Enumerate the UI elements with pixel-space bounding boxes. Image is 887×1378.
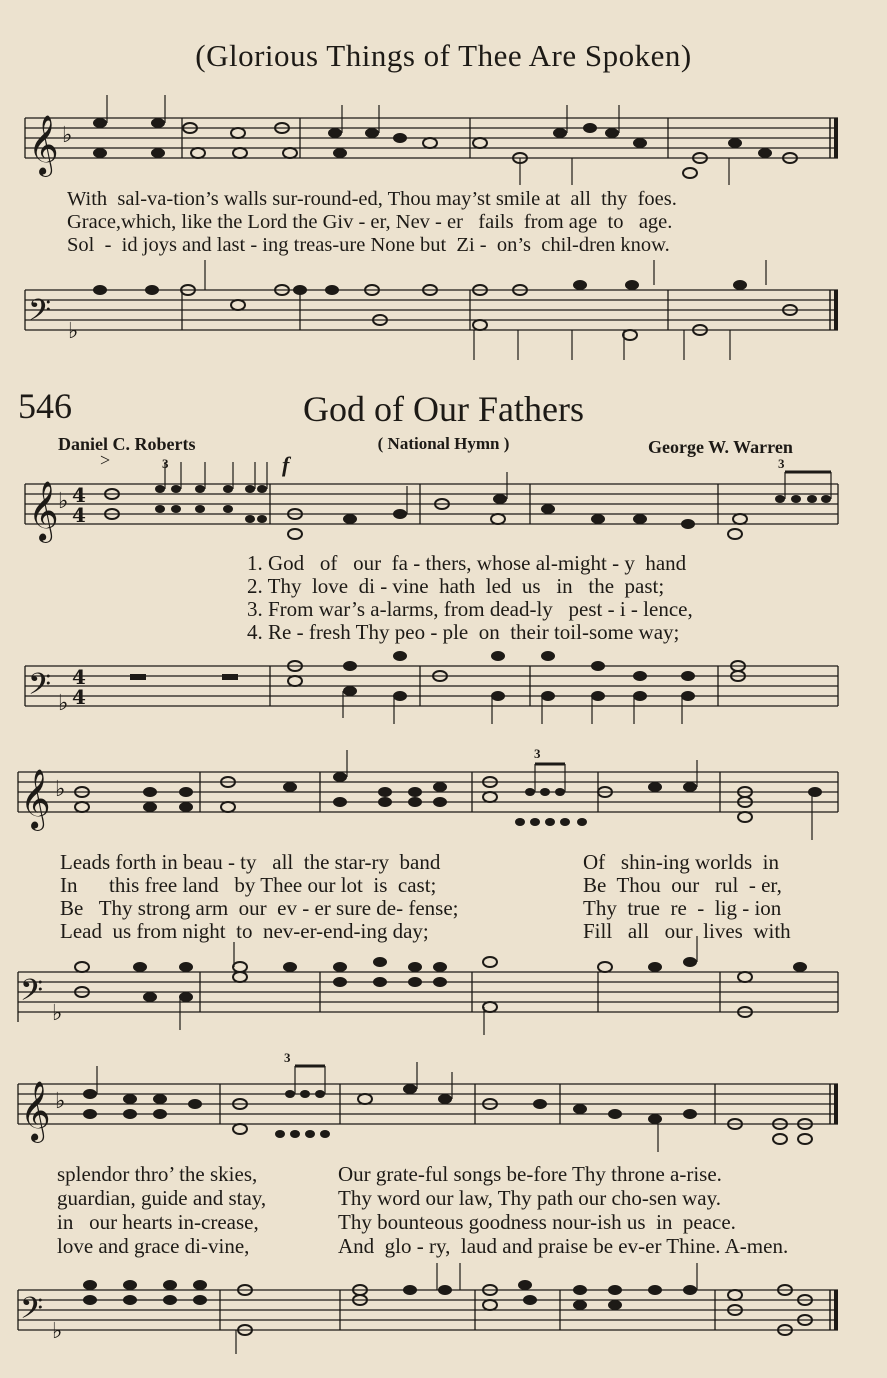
hymn-author: Daniel C. Roberts bbox=[58, 434, 196, 454]
flat-icon: ♭ bbox=[52, 1319, 63, 1344]
section1-verse-3: 3. From war’s a-larms, from dead-ly pest - i - lence, bbox=[247, 597, 693, 621]
section3-verse-2-right: Thy word our law, Thy path our cho-sen way. bbox=[338, 1186, 721, 1210]
svg-text:3: 3 bbox=[162, 456, 169, 471]
flat-icon: ♭ bbox=[68, 319, 79, 344]
section2-verse-4-left: Lead us from night to nev-er-end-ing day; bbox=[60, 919, 429, 943]
previous-verse-1: With sal-va-tion’s walls sur-round-ed, Thou may’st smile at all thy foes. bbox=[67, 188, 677, 210]
hymn-subtitle: ( National Hymn ) bbox=[377, 434, 510, 453]
previous-treble-staff bbox=[0, 100, 887, 190]
system-2-bass-staff bbox=[0, 950, 887, 1040]
section2-verse-3-left: Be Thy strong arm our ev - er sure de- fense; bbox=[60, 896, 459, 920]
flat-icon: ♭ bbox=[55, 777, 66, 802]
treble-clef-icon: 𝄞 bbox=[20, 769, 51, 829]
section2-verse-3-right: Thy true re - lig - ion bbox=[583, 896, 782, 920]
section3-verse-3-left: in our hearts in-crease, bbox=[57, 1210, 259, 1234]
section3-verse-1-right: Our grate-ful songs be-fore Thy throne a-rise. bbox=[338, 1162, 722, 1186]
treble-clef-icon: 𝄞 bbox=[28, 115, 59, 175]
section3-verse-2-left: guardian, guide and stay, bbox=[57, 1186, 267, 1210]
bass-clef-icon: 𝄢 bbox=[28, 668, 52, 709]
bass-clef-icon: 𝄢 bbox=[20, 1292, 44, 1333]
section3-verse-3-right: Thy bounteous goodness nour-ish us in peace. bbox=[338, 1210, 736, 1234]
treble-clef-icon: 𝄞 bbox=[28, 481, 59, 541]
svg-text:3: 3 bbox=[284, 1050, 291, 1065]
section1-verse-2: 2. Thy love di - vine hath led us in the past; bbox=[247, 574, 665, 598]
section2-verse-4-right: Fill all our lives with bbox=[583, 919, 791, 943]
bass-clef-icon: 𝄢 bbox=[20, 974, 44, 1015]
svg-text:4: 4 bbox=[72, 483, 86, 507]
svg-text:3: 3 bbox=[534, 746, 541, 761]
hymn-composer: George W. Warren bbox=[648, 437, 793, 457]
system-2-treble-staff bbox=[0, 746, 887, 840]
section2-verse-1-left: Leads forth in beau - ty all the star-ry band bbox=[60, 850, 441, 874]
previous-verse-3: Sol - id joys and last - ing treas-ure None but Zi - on’s chil-dren know. bbox=[67, 234, 670, 256]
previous-bass-staff bbox=[0, 268, 887, 368]
flat-icon: ♭ bbox=[52, 1001, 63, 1026]
flat-icon: ♭ bbox=[55, 1089, 66, 1114]
hymn-number: 546 bbox=[18, 386, 72, 426]
hymn-title: God of Our Fathers bbox=[303, 389, 584, 429]
svg-text:4: 4 bbox=[72, 685, 86, 709]
svg-text:>: > bbox=[100, 450, 111, 470]
bass-clef-icon: 𝄢 bbox=[28, 294, 52, 335]
flat-icon: ♭ bbox=[58, 489, 69, 514]
system-1-bass-staff bbox=[0, 650, 887, 740]
svg-text:4: 4 bbox=[72, 503, 86, 527]
previous-verse-2: Grace,which, like the Lord the Giv - er, Nev - er fails from age to age. bbox=[67, 211, 673, 233]
section2-verse-2-left: In this free land by Thee our lot is cast; bbox=[60, 873, 437, 897]
section1-verse-1: 1. God of our fa - thers, whose al-might - y hand bbox=[247, 551, 687, 575]
system-3-bass-staff bbox=[0, 1266, 887, 1356]
flat-icon: ♭ bbox=[62, 123, 73, 148]
section3-verse-1-left: splendor thro’ the skies, bbox=[57, 1162, 258, 1186]
section3-verse-4-left: love and grace di-vine, bbox=[57, 1234, 250, 1258]
svg-text:4: 4 bbox=[72, 665, 86, 689]
flat-icon: ♭ bbox=[58, 691, 69, 716]
dynamic-marking: f bbox=[282, 452, 290, 477]
section2-verse-1-right: Of shin-ing worlds in bbox=[583, 850, 779, 874]
system-1-treble-staff bbox=[0, 450, 887, 560]
svg-text:3: 3 bbox=[778, 456, 785, 471]
treble-clef-icon: 𝄞 bbox=[20, 1081, 51, 1141]
section3-verse-4-right: And glo - ry, laud and praise be ev-er Thine. A-men. bbox=[338, 1234, 789, 1258]
previous-hymn-title: (Glorious Things of Thee Are Spoken) bbox=[195, 38, 692, 73]
system-3-treble-staff bbox=[0, 1050, 887, 1150]
section1-verse-4: 4. Re - fresh Thy peo - ple on their toil-some way; bbox=[247, 620, 680, 644]
section2-verse-2-right: Be Thou our rul - er, bbox=[583, 873, 782, 897]
